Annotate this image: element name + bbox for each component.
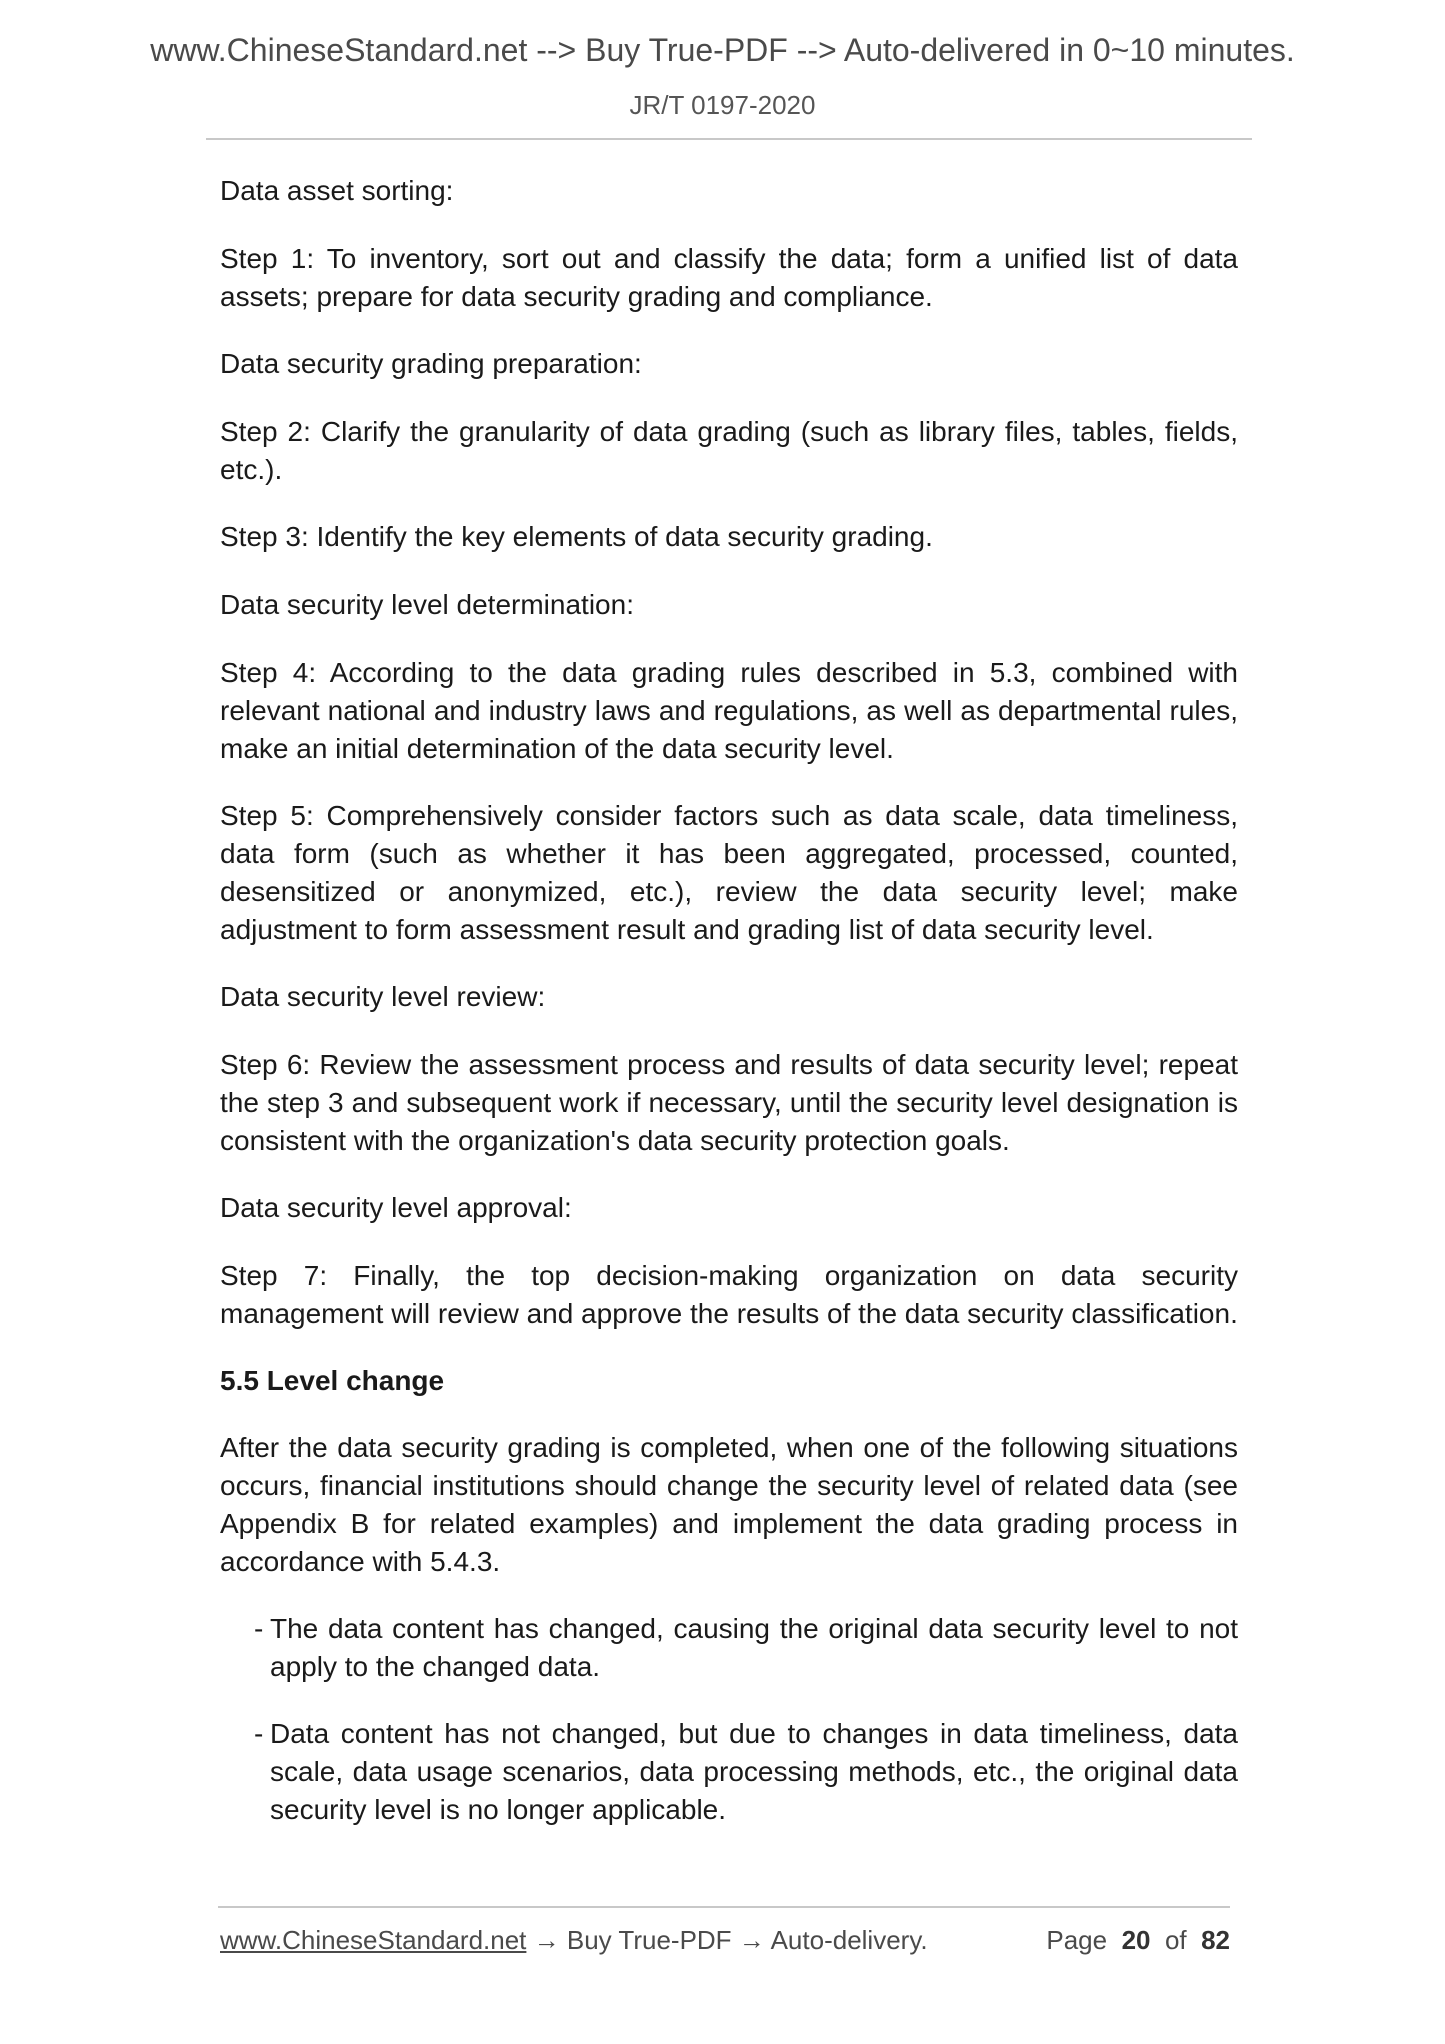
paragraph-level-approval: Data security level approval: bbox=[220, 1192, 572, 1223]
paragraph-step-1: Step 1: To inventory, sort out and classify the data; form a unified list of data assets; prepare for data security grading and compliance. bbox=[220, 243, 1238, 312]
paragraph-grading-preparation: Data security grading preparation: bbox=[220, 348, 642, 379]
paragraph-step-2: Step 2: Clarify the granularity of data grading (such as library files, tables, fields, etc.). bbox=[220, 416, 1238, 485]
bullet-item bbox=[254, 1715, 1238, 1829]
bullet-text: Data content has not changed, but due to changes in data timeliness, data scale, data usage scenarios, data processing methods, etc., the original data security level is no longer applicable. bbox=[270, 1718, 1238, 1825]
paragraph-level-change: After the data security grading is completed, when one of the following situations occurs, financial institutions should change the security level of related data (see Appendix B for related examples) and implement the data grading process in accordance with 5.4.3. bbox=[220, 1432, 1238, 1577]
footer-site-link[interactable]: www.ChineseStandard.net bbox=[220, 1925, 527, 1955]
footer-divider bbox=[218, 1906, 1230, 1908]
bullet-item bbox=[254, 1610, 1238, 1686]
paragraph-step-3: Step 3: Identify the key elements of data security grading. bbox=[220, 521, 933, 552]
header-divider bbox=[206, 138, 1252, 140]
bullet-marker: - bbox=[254, 1613, 264, 1644]
page-number bbox=[1046, 1925, 1230, 1956]
page-current: 20 bbox=[1121, 1925, 1151, 1955]
page-body bbox=[220, 172, 1238, 1858]
page-of: of bbox=[1164, 1925, 1187, 1955]
page-footer bbox=[220, 1925, 1230, 1956]
footer-buy-text: Buy True-PDF bbox=[566, 1925, 732, 1955]
section-heading: 5.5 Level change bbox=[220, 1365, 445, 1396]
paragraph-level-review: Data security level review: bbox=[220, 981, 546, 1012]
document-number: JR/T 0197-2020 bbox=[629, 90, 816, 120]
bullet-text: The data content has changed, causing the original data security level to not apply to the changed data. bbox=[270, 1613, 1238, 1682]
paragraph-level-determination: Data security level determination: bbox=[220, 589, 634, 620]
arrow-icon: → bbox=[526, 1925, 567, 1955]
paragraph-step-5: Step 5: Comprehensively consider factors such as data scale, data timeliness, data form (such as whether it has been aggregated, processed, counted, desensitized or anonymized, etc.), review the data security level; make adjustment to form assessment result and grading list of data security level. bbox=[220, 800, 1238, 945]
paragraph-step-4: Step 4: According to the data grading rules described in 5.3, combined with relevant national and industry laws and regulations, as well as departmental rules, make an initial determination of the data security level. bbox=[220, 657, 1238, 764]
paragraph-step-6: Step 6: Review the assessment process and results of data security level; repeat the step 3 and subsequent work if necessary, until the security level designation is consistent with the organization's data security protection goals. bbox=[220, 1049, 1238, 1156]
bullet-marker: - bbox=[254, 1718, 264, 1749]
paragraph-data-asset-sorting: Data asset sorting: bbox=[220, 175, 454, 206]
page-label: Page bbox=[1046, 1925, 1108, 1955]
top-banner: www.ChineseStandard.net --> Buy True-PDF --> Auto-delivered in 0~10 minutes. bbox=[150, 32, 1295, 68]
arrow-icon: → bbox=[731, 1925, 771, 1955]
page-total: 82 bbox=[1201, 1925, 1230, 1955]
paragraph-step-7: Step 7: Finally, the top decision-making organization on data security management will review and approve the results of the data security classification. bbox=[220, 1260, 1238, 1329]
footer-links bbox=[220, 1925, 928, 1956]
footer-delivery-text: Auto-delivery. bbox=[770, 1925, 928, 1955]
